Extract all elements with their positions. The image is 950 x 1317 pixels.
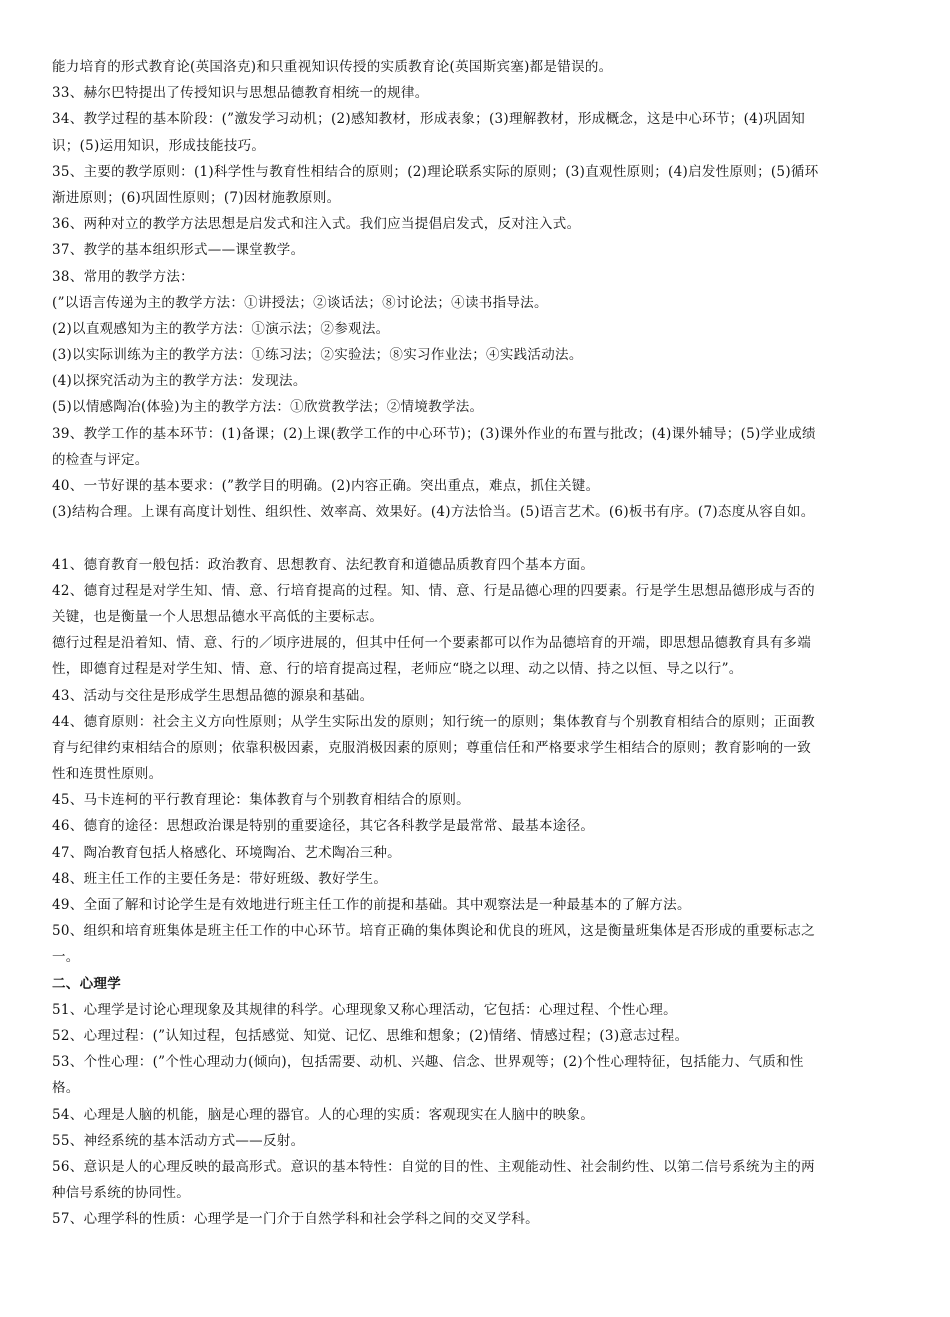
text-line: 识；(5)运用知识，形成技能技巧。 <box>52 137 266 154</box>
text-line: (”以语言传递为主的教学方法：①讲授法；②谈话法；⑧讨论法；④读书指导法。 <box>52 294 548 311</box>
text-line: 35、主要的教学原则：(1)科学性与教育性相结合的原则；(2)理论联系实际的原则；(3)直观性原则；(4)启发性原则；(5)循环 <box>52 163 819 180</box>
text-line: 种信号系统的协同性。 <box>52 1185 190 1202</box>
text-line: (3)结构合理。上课有高度计划性、组织性、效率高、效果好。(4)方法恰当。(5)语言艺术。(6)板书有序。(7)态度从容自如。 <box>52 504 815 521</box>
text-line: 56、意识是人的心理反映的最高形式。意识的基本特性：自觉的目的性、主观能动性、社会制约性、以第二信号系统为主的两 <box>52 1158 815 1175</box>
text-line: 43、活动与交往是形成学生思想品德的源泉和基础。 <box>52 687 374 704</box>
section-heading: 二、心理学 <box>52 975 121 992</box>
text-line: 36、两种对立的教学方法思想是启发式和注入式。我们应当提倡启发式，反对注入式。 <box>52 216 581 233</box>
text-line: 54、心理是人脑的机能，脑是心理的器官。人的心理的实质：客观现实在人脑中的映象。 <box>52 1106 595 1123</box>
text-line: 一。 <box>52 949 80 966</box>
text-line: 53、个性心理：(”个性心理动力(倾向)，包括需要、动机、兴趣、信念、世界观等；(2)个性心理特征，包括能力、气质和性 <box>52 1054 804 1071</box>
text-line: 性和连贯性原则。 <box>52 766 163 783</box>
text-line: (3)以实际训练为主的教学方法：①练习法；②实验法；⑧实习作业法；④实践活动法。 <box>52 347 583 364</box>
text-line: 41、德育教育一般包括：政治教育、思想教育、法纪教育和道德品质教育四个基本方面。 <box>52 556 595 573</box>
text-line: 德行过程是沿着知、情、意、行的／顷序进展的，但其中任何一个要素都可以作为品德培育的开端，即思想品德教育具有多端 <box>52 635 811 652</box>
text-line: 39、教学工作的基本环节：(1)备课；(2)上课(教学工作的中心环节)；(3)课外作业的布置与批改；(4)课外辅导；(5)学业成绩 <box>52 425 816 442</box>
text-line: 46、德育的途径：思想政治课是特别的重要途径，其它各科教学是最常常、最基本途径。 <box>52 818 595 835</box>
text-line: (4)以探究活动为主的教学方法：发现法。 <box>52 373 307 390</box>
text-line: 50、组织和培育班集体是班主任工作的中心环节。培育正确的集体舆论和优良的班风，这是衡量班集体是否形成的重要标志之 <box>52 923 815 940</box>
text-line: 的检查与评定。 <box>52 451 149 468</box>
text-line: 格。 <box>52 1080 80 1097</box>
text-line: 57、心理学科的性质：心理学是一门介于自然学科和社会学科之间的交叉学科。 <box>52 1211 539 1228</box>
text-line: 性，即德育过程是对学生知、情、意、行的培育提高过程，老师应“晓之以理、动之以情、持之以恒、导之以行”。 <box>52 661 743 678</box>
text-line: 能力培育的形式教育论(英国洛克)和只重视知识传授的实质教育论(英国斯宾塞)都是错误的。 <box>52 59 613 75</box>
text-line: 34、教学过程的基本阶段：(”激发学习动机；(2)感知教材，形成表象；(3)理解教材，形成概念，这是中心环节；(4)巩固知 <box>52 111 806 128</box>
text-line: 42、德育过程是对学生知、情、意、行培育提高的过程。知、情、意、行是品德心理的四要素。行是学生思想品德形成与否的 <box>52 582 815 599</box>
text-line: 关键，也是衡量一个人思想品德水平高低的主要标志。 <box>52 608 384 625</box>
text-line: 渐进原则；(6)巩固性原则；(7)因材施教原则。 <box>52 189 341 206</box>
text-line: (2)以直观感知为主的教学方法：①演示法；②参观法。 <box>52 320 390 337</box>
text-line: 45、马卡连柯的平行教育理论：集体教育与个别教育相结合的原则。 <box>52 792 470 809</box>
text-line: 44、德育原则：社会主义方向性原则；从学生实际出发的原则；知行统一的原则；集体教育与个别教育相结合的原则；正面教 <box>52 713 815 730</box>
text-line: 51、心理学是讨论心理现象及其规律的科学。心理现象又称心理活动，它包括：心理过程、个性心理。 <box>52 1001 677 1018</box>
text-line: 37、教学的基本组织形式——课堂教学。 <box>52 242 305 259</box>
text-line: 33、赫尔巴特提出了传授知识与思想品德教育相统一的规律。 <box>52 85 429 102</box>
text-line: 38、常用的教学方法： <box>52 268 194 285</box>
text-line: 育与纪律约束相结合的原则；依靠积极因素，克服消极因素的原则；尊重信任和严格要求学生相结合的原则；教育影响的一致 <box>52 739 811 756</box>
text-line: 47、陶冶教育包括人格感化、环境陶冶、艺术陶冶三种。 <box>52 844 401 861</box>
text-line: (5)以情感陶冶(体验)为主的教学方法：①欣赏教学法；②情境教学法。 <box>52 399 484 416</box>
text-line: 55、神经系统的基本活动方式——反射。 <box>52 1132 305 1149</box>
document-page <box>52 54 902 1232</box>
blank-line <box>52 525 902 551</box>
text-line: 49、全面了解和讨论学生是有效地进行班主任工作的前提和基础。其中观察法是一种最基本的了解方法。 <box>52 897 691 913</box>
text-line: 40、一节好课的基本要求：(”教学目的明确。(2)内容正确。突出重点，难点，抓住关键。 <box>52 478 600 494</box>
text-line: 48、班主任工作的主要任务是：带好班级、教好学生。 <box>52 870 388 887</box>
text-line: 52、心理过程：(”认知过程，包括感觉、知觉、记忆、思维和想象；(2)情绪、情感过程；(3)意志过程。 <box>52 1027 689 1044</box>
